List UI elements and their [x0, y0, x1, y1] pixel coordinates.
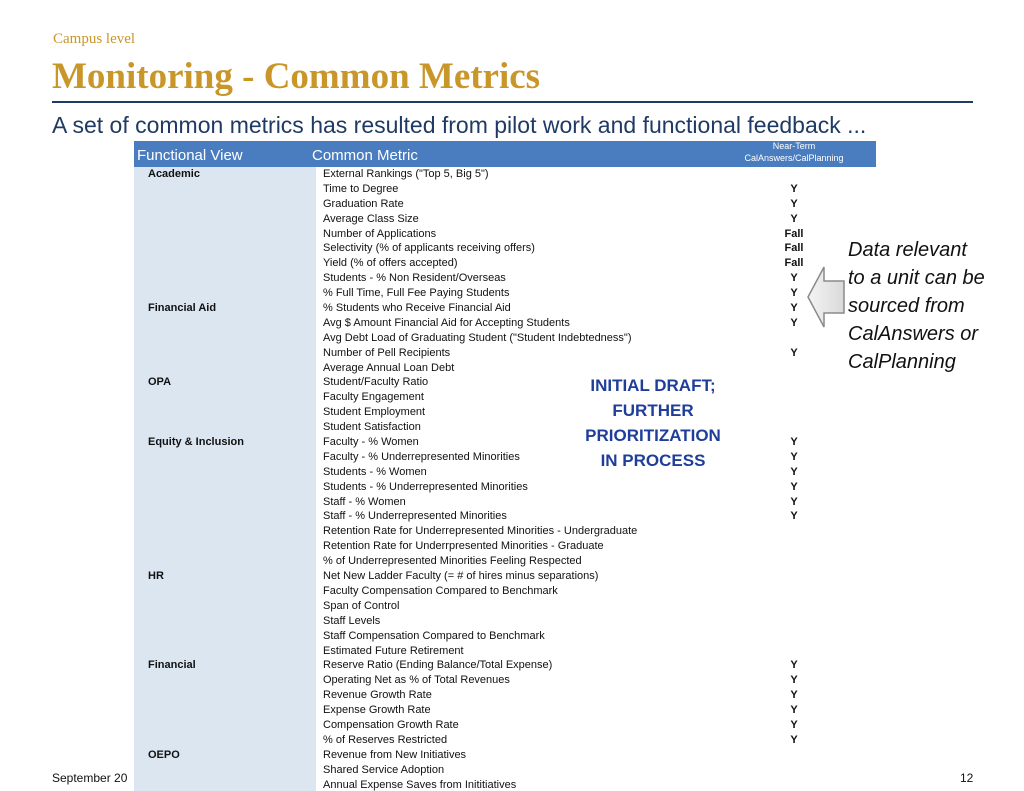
near-term-cell: Y	[790, 197, 798, 210]
table-row	[134, 659, 876, 674]
table-row	[134, 391, 876, 406]
common-metric-cell: Reserve Ratio (Ending Balance/Total Expense)	[323, 659, 553, 672]
common-metric-cell: Time to Degree	[323, 182, 399, 195]
common-metric-cell: Student Employment	[323, 406, 426, 419]
note-line: CalAnswers or	[848, 323, 979, 345]
draft-notice	[560, 373, 746, 473]
common-metric-cell: Retention Rate for Underrpresented Minorities - Graduate	[323, 540, 604, 553]
table-row	[134, 213, 876, 228]
table-row	[134, 540, 876, 555]
table-row	[134, 317, 876, 332]
table-row	[134, 406, 876, 421]
common-metric-cell: % Full Time, Full Fee Paying Students	[323, 287, 510, 300]
table-row	[134, 183, 876, 198]
near-term-cell: Y	[790, 346, 798, 359]
near-term-cell: Y	[790, 659, 798, 672]
table-row	[134, 168, 876, 183]
common-metric-cell: Staff Levels	[323, 614, 381, 627]
table-row	[134, 525, 876, 540]
page-number: 12	[960, 771, 974, 785]
near-term-cell: Y	[790, 495, 798, 508]
table-row	[134, 496, 876, 511]
common-metric-cell: Staff - % Women	[323, 495, 406, 508]
table-row	[134, 779, 876, 791]
common-metric-cell: Compensation Growth Rate	[323, 718, 459, 731]
table-row	[134, 674, 876, 689]
footer-date: September 20	[52, 771, 128, 785]
table-row	[134, 451, 876, 466]
table-row	[134, 704, 876, 719]
table-row	[134, 362, 876, 377]
common-metric-cell: Selectivity (% of applicants receiving offers)	[323, 242, 535, 255]
near-term-cell: Y	[790, 316, 798, 329]
near-term-cell: Y	[790, 272, 798, 285]
common-metric-cell: Avg Debt Load of Graduating Student ("Student Indebtedness")	[323, 331, 632, 344]
common-metric-cell: Estimated Future Retirement	[323, 644, 464, 657]
common-metric-cell: Expense Growth Rate	[323, 704, 431, 717]
common-metric-cell: Shared Service Adoption	[323, 763, 445, 776]
near-term-cell: Y	[790, 704, 798, 717]
table-row	[134, 749, 876, 764]
functional-view-cell: Financial Aid	[148, 302, 217, 315]
table-row	[134, 510, 876, 525]
draft-notice-line: PRIORITIZATION	[585, 426, 721, 445]
left-arrow-icon	[806, 265, 846, 329]
common-metric-cell: Net New Ladder Faculty (= # of hires minus separations)	[323, 570, 599, 583]
section-kicker: Campus level	[53, 31, 136, 47]
table-row	[134, 630, 876, 645]
draft-notice-line: IN PROCESS	[600, 451, 706, 470]
common-metric-cell: Student Satisfaction	[323, 421, 421, 434]
table-row	[134, 719, 876, 734]
common-metric-cell: Annual Expense Saves from Inititiatives	[323, 778, 517, 791]
common-metric-cell: Faculty - % Women	[323, 436, 419, 449]
table-row	[134, 302, 876, 317]
near-term-cell: Y	[790, 302, 798, 315]
note-line: sourced from	[848, 295, 965, 317]
common-metric-cell: Faculty - % Underrepresented Minorities	[323, 450, 520, 463]
table-row	[134, 332, 876, 347]
draft-notice-line: INITIAL DRAFT;	[590, 376, 716, 395]
common-metric-cell: Students - % Non Resident/Overseas	[323, 272, 506, 285]
table-row	[134, 198, 876, 213]
note-line: CalPlanning	[848, 351, 956, 373]
common-metric-cell: External Rankings ("Top 5, Big 5")	[323, 168, 489, 180]
table-row	[134, 376, 876, 391]
table-row	[134, 466, 876, 481]
common-metric-cell: Span of Control	[323, 599, 400, 612]
common-metric-cell: Operating Net as % of Total Revenues	[323, 674, 510, 687]
functional-view-cell: OPA	[148, 376, 172, 389]
common-metric-cell: Yield (% of offers accepted)	[323, 257, 458, 270]
near-term-cell: Y	[790, 212, 798, 225]
table-row	[134, 689, 876, 704]
draft-notice-line: FURTHER	[612, 401, 694, 420]
header-near-term: Near-Term	[772, 141, 816, 151]
near-term-cell: Y	[790, 436, 798, 449]
table-row	[134, 287, 876, 302]
near-term-cell: Y	[790, 510, 798, 523]
common-metric-cell: Faculty Compensation Compared to Benchmark	[323, 584, 558, 597]
near-term-cell: Fall	[784, 242, 804, 255]
common-metric-cell: Staff - % Underrepresented Minorities	[323, 510, 507, 523]
common-metric-cell: Graduation Rate	[323, 197, 404, 210]
near-term-cell: Y	[790, 674, 798, 687]
table-row	[134, 242, 876, 257]
common-metric-cell: Student/Faculty Ratio	[323, 376, 429, 389]
table-row	[134, 436, 876, 451]
common-metric-cell: Avg $ Amount Financial Aid for Accepting Students	[323, 316, 570, 329]
page-title: Monitoring - Common Metrics	[52, 56, 541, 97]
table-row	[134, 347, 876, 362]
near-term-cell: Y	[790, 689, 798, 702]
table-row	[134, 764, 876, 779]
common-metric-cell: Retention Rate for Underrepresented Minorities - Undergraduate	[323, 525, 638, 538]
note-line: to a unit can be	[848, 267, 985, 289]
common-metric-cell: Staff Compensation Compared to Benchmark	[323, 629, 545, 642]
table-header	[134, 141, 876, 167]
table-row	[134, 615, 876, 630]
near-term-cell: Y	[790, 182, 798, 195]
header-functional-view: Functional View	[137, 147, 243, 164]
functional-view-cell: Academic	[148, 168, 200, 180]
table-row	[134, 734, 876, 749]
common-metric-cell: Revenue Growth Rate	[323, 689, 432, 702]
common-metric-cell: % of Reserves Restricted	[323, 733, 448, 746]
table-row	[134, 421, 876, 436]
common-metric-cell: Faculty Engagement	[323, 391, 424, 404]
functional-view-cell: OEPO	[148, 748, 180, 761]
functional-view-cell: Financial	[148, 659, 196, 672]
data-source-note	[848, 236, 1018, 376]
table-row	[134, 645, 876, 660]
near-term-cell: Fall	[784, 227, 804, 240]
table-row	[134, 481, 876, 496]
common-metric-cell: Average Class Size	[323, 212, 419, 225]
near-term-cell: Y	[790, 480, 798, 493]
table-row	[134, 272, 876, 287]
table-row	[134, 585, 876, 600]
near-term-cell: Y	[790, 733, 798, 746]
common-metric-cell: Number of Pell Recipients	[323, 346, 451, 359]
header-common-metric: Common Metric	[312, 147, 418, 164]
note-line: Data relevant	[848, 239, 967, 261]
title-divider	[52, 101, 973, 103]
header-calanswers-calplanning: CalAnswers/CalPlanning	[744, 153, 844, 163]
table-row	[134, 555, 876, 570]
common-metric-cell: Revenue from New Initiatives	[323, 748, 467, 761]
metrics-table	[134, 141, 876, 791]
common-metric-cell: % of Underrepresented Minorities Feeling Respected	[323, 555, 582, 568]
functional-view-cell: Equity & Inclusion	[148, 436, 244, 449]
near-term-cell: Y	[790, 718, 798, 731]
near-term-cell: Y	[790, 465, 798, 478]
functional-view-cell: HR	[148, 570, 164, 583]
common-metric-cell: Students - % Underrepresented Minorities	[323, 480, 528, 493]
table-row	[134, 257, 876, 272]
table-body	[134, 168, 876, 791]
common-metric-cell: Average Annual Loan Debt	[323, 361, 455, 374]
page-subtitle: A set of common metrics has resulted from pilot work and functional feedback ...	[52, 112, 867, 138]
common-metric-cell: % Students who Receive Financial Aid	[323, 302, 511, 315]
table-row	[134, 228, 876, 243]
near-term-cell: Y	[790, 287, 798, 300]
common-metric-cell: Number of Applications	[323, 227, 437, 240]
near-term-cell: Fall	[784, 257, 804, 270]
near-term-cell: Y	[790, 450, 798, 463]
table-row	[134, 600, 876, 615]
table-row	[134, 570, 876, 585]
common-metric-cell: Students - % Women	[323, 465, 427, 478]
